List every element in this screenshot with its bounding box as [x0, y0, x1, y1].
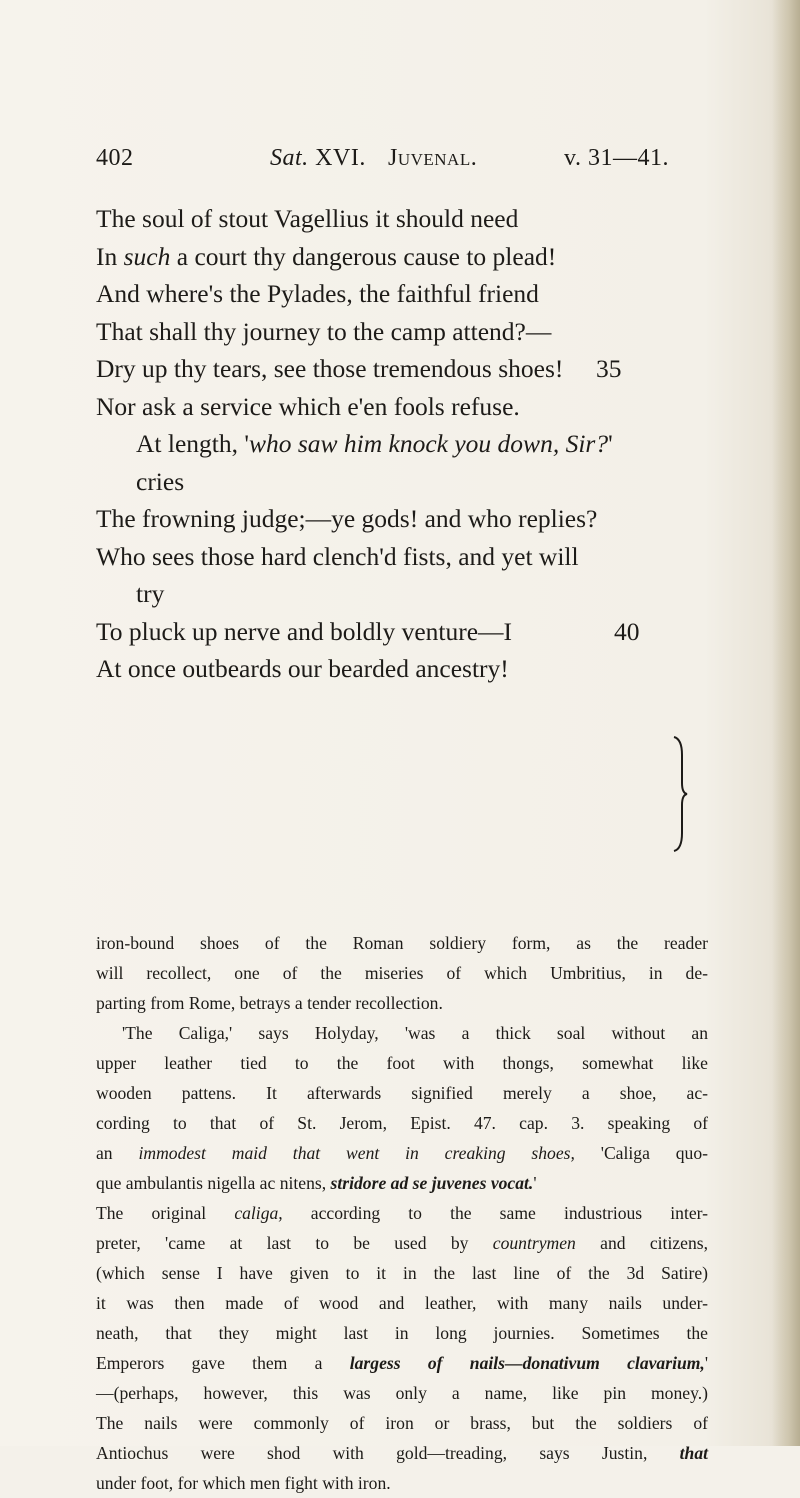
verse-line: Who sees those hard clench'd fists, and yet will	[96, 541, 579, 571]
verse-line: The frowning judge;—ye gods! and who replies?	[96, 504, 598, 533]
note-text: Antiochus were shod with gold—treading, says Justin,	[96, 1443, 680, 1463]
note-line: it was then made of wood and leather, with many nails under-	[96, 1293, 708, 1313]
verse-line: And where's the Pylades, the faithful friend	[96, 279, 539, 308]
note-text: '	[533, 1173, 537, 1193]
note-line	[96, 1438, 708, 1468]
note-line: parting from Rome, betrays a tender recollection.	[96, 993, 443, 1013]
note-line	[96, 1228, 708, 1258]
note-italic: countrymen	[492, 1233, 576, 1253]
note-line: —(perhaps, however, this was only a name, like pin money.)	[96, 1383, 708, 1403]
note-line: under foot, for which men fight with iron.	[96, 1473, 391, 1493]
note-line	[96, 1138, 708, 1168]
verse-line-continuation: try	[136, 579, 165, 608]
note-text: The original	[96, 1203, 235, 1223]
note-line: wooden pattens. It afterwards signified merely a shoe, ac-	[96, 1083, 708, 1103]
verse-line: That shall thy journey to the camp attend?—	[96, 316, 552, 346]
triplet-brace	[672, 735, 688, 853]
note-text: que ambulantis nigella ac nitens,	[96, 1173, 331, 1193]
verse-text: At length, '	[136, 429, 249, 458]
verse-line	[96, 613, 696, 651]
note-line: upper leather tied to the foot with thongs, somewhat like	[96, 1053, 708, 1073]
author-name: Juvenal.	[388, 145, 478, 171]
verse-text: In	[96, 241, 124, 271]
note-italic: largess of nails—donativum clavarium,	[349, 1353, 705, 1373]
running-header	[96, 145, 716, 181]
verse-text: '	[608, 429, 613, 458]
satire-prefix: Sat.	[270, 145, 309, 171]
verse-line	[96, 238, 696, 276]
verse-line: At once outbeards our bearded ancestry!	[96, 654, 509, 683]
footnotes	[96, 928, 708, 1498]
note-line: neath, that they might last in long journies. Sometimes the	[96, 1323, 708, 1343]
note-line: (which sense I have given to it in the last line of the 3d Satire)	[96, 1263, 708, 1283]
note-line: iron-bound shoes of the Roman soldiery form, as the reader	[96, 933, 708, 953]
verse-line: The soul of stout Vagellius it should need	[96, 204, 519, 233]
verse-line-continuation: cries	[136, 466, 185, 496]
note-line: 'The Caliga,' says Holyday, 'was a thick soal without an	[122, 1023, 708, 1043]
verse-text: To pluck up nerve and boldly venture—I	[96, 616, 513, 646]
note-line	[96, 1348, 708, 1378]
page-number: 402	[96, 145, 134, 171]
verse-range: v. 31—41.	[564, 145, 669, 171]
verse-line	[96, 425, 696, 463]
verse-italic: such	[123, 241, 171, 271]
page-edge-shadow	[772, 0, 800, 1446]
note-line: The nails were commonly of iron or brass, but the soldiers of	[96, 1413, 708, 1433]
satire-label	[270, 145, 366, 172]
note-line: will recollect, one of the miseries of which Umbritius, in de-	[96, 963, 708, 983]
note-text: according to the same industrious inter-	[282, 1203, 709, 1223]
verse-text: Dry up thy tears, see those tremendous shoes!	[96, 354, 564, 383]
note-text: and citizens,	[575, 1233, 708, 1253]
note-text: 'Caliga quo-	[574, 1143, 708, 1163]
line-number: 40	[614, 616, 640, 646]
note-italic: stridore ad se juvenes vocat.	[330, 1173, 534, 1193]
satire-number: XVI.	[315, 145, 366, 171]
verse-text: a court thy dangerous cause to plead!	[170, 241, 557, 271]
line-number: 35	[596, 354, 622, 383]
verse-line: Nor ask a service which e'en fools refuse.	[96, 391, 520, 421]
note-italic: that	[679, 1443, 708, 1463]
note-line	[96, 1198, 708, 1228]
note-text: an	[96, 1143, 139, 1163]
poem-text	[96, 200, 696, 688]
note-line: cording to that of St. Jerom, Epist. 47. cap. 3. speaking of	[96, 1113, 708, 1133]
note-italic: caliga,	[234, 1203, 283, 1223]
note-text: Emperors gave them a	[96, 1353, 350, 1373]
note-line	[96, 1168, 708, 1198]
verse-line	[96, 350, 696, 388]
note-italic: immodest maid that went in creaking shoes,	[138, 1143, 575, 1163]
verse-italic: who saw him knock you down, Sir?	[248, 429, 609, 458]
note-text: '	[704, 1353, 708, 1373]
note-text: preter, 'came at last to be used by	[96, 1233, 493, 1253]
